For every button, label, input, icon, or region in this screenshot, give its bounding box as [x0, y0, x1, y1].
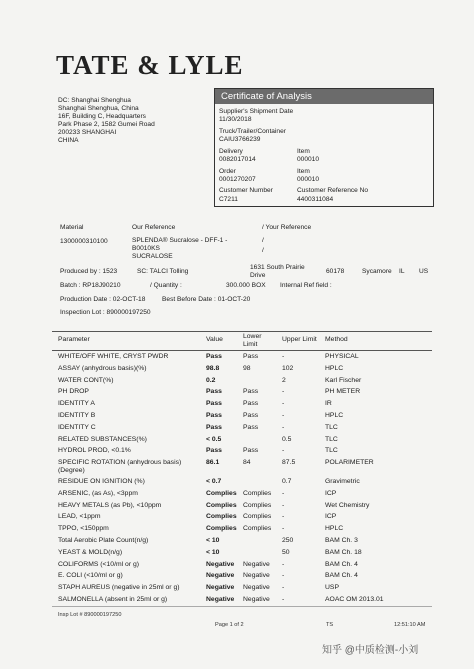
- quantity-label: / Quantity :: [150, 282, 182, 289]
- street-line-2: Drive: [250, 272, 266, 279]
- shipment-date: 11/30/2018: [219, 116, 252, 123]
- cell-method: HPLC: [325, 364, 344, 372]
- col-header-lower-limit: Limit: [243, 341, 258, 348]
- order-label: Order: [219, 168, 236, 175]
- address-line: Shanghai Shenghua, China: [58, 105, 139, 112]
- table-header-rule: [52, 350, 432, 351]
- cell-method: USP: [325, 584, 339, 592]
- cell-method: TLC: [325, 447, 338, 455]
- cell-lower: 84: [243, 459, 251, 467]
- cell-upper: -: [282, 513, 285, 521]
- material-code: 1300000310100: [60, 238, 108, 245]
- cell-lower: Complies: [243, 501, 272, 509]
- cell-param: ASSAY (anhydrous basis)(%): [58, 364, 147, 372]
- cell-value: Negative: [206, 560, 235, 568]
- col-header-method: Method: [325, 336, 348, 343]
- truck-label: Truck/Trailer/Container: [219, 128, 286, 135]
- order-item: 000010: [297, 176, 320, 183]
- cell-param: Total Aerobic Plate Count(n/g): [58, 537, 149, 544]
- cell-upper: -: [282, 447, 285, 455]
- cell-method: ICP: [325, 489, 337, 497]
- footer-page: Page 1 of 2: [215, 622, 244, 628]
- cell-upper: -: [282, 572, 285, 580]
- cell-upper: 0.5: [282, 435, 292, 443]
- cell-lower: Complies: [243, 513, 272, 521]
- address-line: 16F, Building C, Headquarters: [58, 113, 146, 120]
- order-value: 0001270207: [219, 176, 256, 183]
- customer-ref-label: Customer Reference No: [297, 187, 369, 194]
- batch: Batch : RP18J90210: [60, 282, 121, 289]
- cell-value: Pass: [206, 400, 222, 408]
- delivery-item-label: Item: [297, 148, 310, 155]
- cell-lower: Pass: [243, 447, 259, 455]
- cell-method: HPLC: [325, 412, 344, 419]
- cell-upper: -: [282, 353, 285, 360]
- cell-param: ARSENIC, (as As), <3ppm: [58, 489, 138, 497]
- cell-upper: 2: [282, 376, 286, 384]
- company-logo: TATE & LYLE: [56, 50, 244, 80]
- col-header-upper: Upper Limit: [282, 336, 317, 343]
- cell-lower: Pass: [243, 423, 259, 431]
- order-item-label: Item: [297, 168, 310, 175]
- table-bottom-rule: [52, 606, 432, 607]
- city: Sycamore: [362, 268, 392, 275]
- cell-method: HPLC: [325, 525, 344, 533]
- cell-param: RESIDUE ON IGNITION (%): [58, 478, 145, 485]
- zip: 60178: [326, 268, 345, 275]
- slash-2: /: [262, 247, 264, 254]
- sc-tolling: SC: TALCI Tolling: [137, 268, 189, 275]
- address-line: 200233 SHANGHAI: [58, 129, 117, 136]
- cell-lower: Complies: [243, 525, 272, 533]
- watermark: 知乎 @中质检测-小刘: [322, 645, 419, 656]
- col-header-value: Value: [206, 336, 223, 343]
- cell-value: Pass: [206, 423, 222, 431]
- cell-param: COLIFORMS (<10/ml or g): [58, 560, 140, 568]
- cell-lower: Pass: [243, 353, 259, 360]
- material-desc-2: B0010KS: [132, 245, 160, 252]
- inspection-lot: Inspection Lot : 890000197250: [60, 309, 151, 316]
- cell-upper: -: [282, 400, 285, 408]
- shipment-date-label: Supplier's Shipment Date: [219, 108, 294, 115]
- customer-number-label: Customer Number: [219, 187, 273, 194]
- cell-param: LEAD, <1ppm: [58, 513, 101, 521]
- country: US: [419, 268, 429, 275]
- slash-1: /: [262, 237, 264, 244]
- cell-param: YEAST & MOLD(n/g): [58, 548, 123, 556]
- cell-lower: Negative: [243, 560, 270, 568]
- cell-value: Pass: [206, 388, 222, 396]
- certificate-title: Certificate of Analysis: [215, 89, 433, 104]
- cell-param: TPPO, <150ppm: [58, 525, 109, 533]
- cell-lower: 98: [243, 364, 251, 372]
- customer-number: C7211: [219, 196, 238, 203]
- cell-lower: Negative: [243, 572, 270, 580]
- state: IL: [399, 268, 405, 275]
- cell-lower: Complies: [243, 489, 272, 497]
- cell-value: < 10: [206, 537, 220, 544]
- best-before-date: Best Before Date : 01-OCT-20: [162, 296, 251, 303]
- cell-method: PH METER: [325, 388, 361, 396]
- cell-lower: Pass: [243, 400, 259, 408]
- cell-value: < 0.5: [206, 435, 222, 443]
- cell-param: SPECIFIC ROTATION (anhydrous basis): [58, 459, 182, 467]
- material-label: Material: [60, 224, 84, 231]
- cell-lower: Negative: [243, 584, 270, 592]
- cell-value: 0.2: [206, 376, 216, 384]
- cell-param: STAPH AUREUS (negative in 25ml or g): [58, 584, 180, 592]
- delivery-item: 000010: [297, 156, 320, 163]
- cell-value: Complies: [206, 513, 237, 521]
- certificate-box: [214, 88, 434, 207]
- cell-upper: -: [282, 584, 285, 592]
- produced-by: Produced by : 1523: [60, 268, 118, 275]
- footer-time: 12:51:10 AM: [394, 622, 426, 628]
- cell-value: Pass: [206, 412, 222, 419]
- cell-param: IDENTITY A: [58, 400, 95, 408]
- cell-method: Wet Chemistry: [325, 501, 370, 509]
- cell-method: POLARIMETER: [325, 459, 374, 467]
- customer-ref: 4400311084: [297, 196, 334, 203]
- cell-param: SALMONELLA (absent in 25ml or g): [58, 596, 168, 603]
- cell-lower: Pass: [243, 412, 259, 419]
- cell-param: IDENTITY C: [58, 423, 96, 431]
- cell-method: TLC: [325, 435, 338, 443]
- address-line: CHINA: [58, 137, 79, 144]
- cell-upper: -: [282, 560, 285, 568]
- address-line: Park Phase 2, 1582 Gumei Road: [58, 121, 155, 128]
- quantity-value: 300.000 BOX: [226, 282, 266, 289]
- cell-method: BAM Ch. 18: [325, 548, 362, 556]
- cell-value: Pass: [206, 353, 222, 360]
- cell-method: Karl Fischer: [325, 376, 362, 384]
- col-header-parameter: Parameter: [58, 336, 90, 343]
- cell-upper: 0.7: [282, 478, 292, 485]
- cell-lower: Pass: [243, 388, 259, 396]
- production-date: Production Date : 02-OCT-18: [60, 296, 146, 303]
- cell-method: BAM Ch. 4: [325, 560, 358, 568]
- cell-lower: Negative: [243, 596, 270, 603]
- ship-to-address: [58, 97, 155, 145]
- cell-param: HEAVY METALS (as Pb), <10ppm: [58, 501, 162, 509]
- table-top-rule: [52, 331, 432, 332]
- material-desc-1: SPLENDA® Sucralose - DFF-1 -: [132, 237, 228, 244]
- cell-method: IR: [325, 400, 332, 408]
- cell-upper: -: [282, 423, 285, 431]
- cell-method: BAM Ch. 3: [325, 537, 358, 544]
- cell-upper: -: [282, 388, 285, 396]
- cell-upper: 50: [282, 548, 290, 556]
- address-line: DC: Shanghai Shenghua: [58, 97, 131, 104]
- delivery-label: Delivery: [219, 148, 243, 155]
- cell-param-line2: (Degree): [58, 466, 85, 474]
- cell-value: Negative: [206, 596, 235, 603]
- cell-method: PHYSICAL: [325, 353, 359, 360]
- cell-upper: -: [282, 489, 285, 497]
- cell-param: HYDROL PROD, <0.1%: [58, 447, 131, 455]
- our-reference-label: Our Reference: [132, 224, 176, 231]
- footer-insp-lot: Insp Lot # 890000197250: [58, 612, 122, 618]
- cell-value: Complies: [206, 489, 237, 497]
- cell-method: ICP: [325, 513, 337, 521]
- cell-value: Negative: [206, 584, 235, 592]
- cell-method: Gravimetric: [325, 478, 360, 485]
- col-header-lower: Lower: [243, 333, 262, 340]
- cell-param: RELATED SUBSTANCES(%): [58, 435, 147, 443]
- internal-ref: Internal Ref field :: [280, 282, 332, 289]
- footer-doc-code: TS: [326, 622, 334, 628]
- cell-upper: 250: [282, 537, 294, 544]
- cell-upper: -: [282, 525, 285, 533]
- cell-param: WATER CONT(%): [58, 376, 114, 384]
- cell-value: Complies: [206, 501, 237, 509]
- street-line-1: 1631 South Prairie: [250, 264, 305, 271]
- cell-upper: -: [282, 412, 285, 419]
- cell-upper: 87.5: [282, 459, 296, 467]
- cell-param: WHITE/OFF WHITE, CRYST PWDR: [58, 353, 169, 360]
- cell-value: 98.8: [206, 364, 220, 372]
- cell-value: 86.1: [206, 459, 220, 467]
- cell-value: < 10: [206, 548, 220, 556]
- cell-value: < 0.7: [206, 478, 222, 485]
- cell-param: IDENTITY B: [58, 412, 96, 419]
- cell-method: AOAC OM 2013.01: [325, 596, 384, 603]
- cell-param: PH DROP: [58, 388, 89, 396]
- cell-value: Negative: [206, 572, 235, 580]
- cell-upper: 102: [282, 364, 294, 372]
- truck-value: CAIU3766239: [219, 136, 261, 143]
- cell-method: TLC: [325, 423, 338, 431]
- material-desc-3: SUCRALOSE: [132, 253, 173, 260]
- your-reference-label: / Your Reference: [262, 224, 312, 231]
- delivery-value: 0082017014: [219, 156, 256, 163]
- cell-upper: -: [282, 596, 285, 603]
- cell-param: E. COLI (<10/ml or g): [58, 572, 123, 580]
- cell-method: BAM Ch. 4: [325, 572, 358, 580]
- cell-upper: -: [282, 501, 285, 509]
- cell-value: Complies: [206, 525, 237, 533]
- cell-value: Pass: [206, 447, 222, 455]
